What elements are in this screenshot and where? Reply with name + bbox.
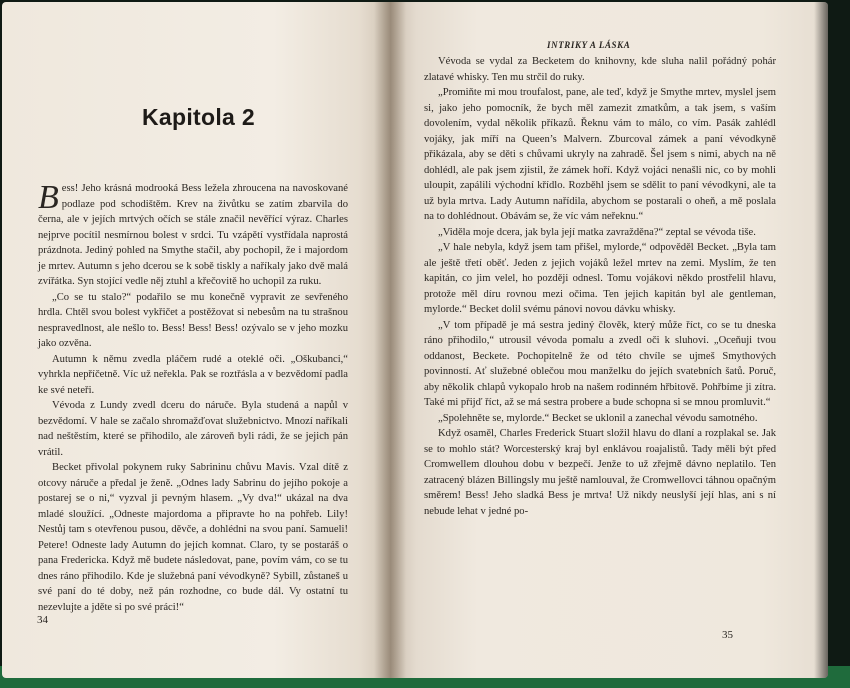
paragraph: Autumn k němu zvedla pláčem rudé a oteklé oči. „Oškubanci,“ vyhrkla nepříčetně. Víc už neřekla. Pak se roztřásla a v bezvědomí padla ke své neteři.: [38, 353, 348, 396]
paragraph: „Co se tu stalo?“ podařilo se mu konečně vypravit ze sevřeného hrdla. Chtěl svou bolest vykřičet a postěžovat si nebesům na tu strašnou nespravedlnost, ale nešlo to. Bess! Bess! Bess! ozývalo se v jeho mozku jako ozvěna.: [38, 291, 348, 349]
paragraph: Becket přivolal pokynem ruky Sabrininu chůvu Mavis. Vzal dítě z otcovy náruče a předal je ženě. „Odnes lady Sabrinu do jejího pokoje a postarej se o ni,“ vyzval ji pevným hlasem. „Vy dva!“ ukázal na dva mladé sloužící. „Odneste majordoma a připravte ho na pohřeb. Lily! Nestůj tam s otevřenou pusou, děvče, a dohlédni na svou paní. Samueli! Petere! Odneste lady Autumn do jejích komnat. Claro, ty se postaráš o pana Fredericka. Když mě budete následovat, pane, povím vám, co se tu dnes ráno přihodilo. Kde je služebná paní vévodkyně? Sybill, zůstaneš u své paní do té doby, než pán rozhodne, co bude dál. Vy ostatní tu nezevlujte a jděte si po své práci!“: [38, 462, 348, 613]
paragraph: Když osaměl, Charles Frederick Stuart složil hlavu do dlaní a rozplakal se. Jak se to mohlo stát? Worcesterský kraj byl enklávou roajalistů. Tady měli být před Cromwellem dlouhou dobu v bezpečí. Jenže to už zřejmě dávno neplatilo. Ten zatracený blázen Billingsly mu ještě namlouval, že Cromwellovci táhnou opačným směrem! Bess! Jeho sladká Bess je mrtva! Už nikdy neuslyší její hlas, ani s ní nebude lehat v jedné po-: [424, 428, 776, 517]
chapter-title: Kapitola 2: [142, 104, 255, 130]
book-gutter: [374, 2, 406, 678]
paragraph: Vévoda se vydal za Becketem do knihovny, kde sluha nalil pořádný pohár zlatavé whisky. Ten mu strčil do ruky.: [424, 56, 776, 83]
paragraph: „V hale nebyla, když jsem tam přišel, mylorde,“ odpověděl Becket. „Byla tam ale ještě třetí oběť. Jeden z jejich vojáků ležel mrtev na zemi. Myslím, že ten kapitán, co jim velel, ho později odnesl. Tomu vojákovi někdo prostřelil hlavu, protože měl díru rovnou mezi očima. Ten jejich kapitán byl ale gentleman, mylorde.“ Becket dolil svému pánovi novou dávku whisky.: [424, 242, 776, 315]
left-page: [2, 2, 390, 678]
paragraph: „Viděla moje dcera, jak byla její matka zavražděna?“ zeptal se vévoda tiše.: [438, 226, 756, 238]
right-page-text: [424, 54, 776, 519]
book-spread: [2, 2, 828, 678]
paragraph: Vévoda z Lundy zvedl dceru do náruče. Byla studená a napůl v bezvědomí. V hale se začalo shromažďovat služebnictvo. Mnozí naříkali nad neštěstím, které se přihodilo, ale zároveň byli rádi, že se jejich pán vrátil.: [38, 400, 348, 458]
paragraph: „Promiňte mi mou troufalost, pane, ale teď, když je Smythe mrtev, myslel jsem si, jako jeho pomocník, že bych měl zamezit zmatkům, a tak jsem, s vaším dovolením, vydal několik příkazů. Řeknu vám to málo, co vím. Pasák zahlédl vojáky, jak míří na Queen’s Malvern. Zburcoval zámek a paní vévodkyně přikázala, aby se děti s chůvami ukryly na zahradě. Šel jsem s nimi, abych na ně dohlédl, ale pak jsem zjistil, že zámek hoří. Když vojáci nenašli nic, co by mohli uloupit, zapálili východní křídlo. Rozběhl jsem se sdělit to paní vévodkyni, ale ta už byla mrtva. Lady Autumn nařídila, abychom se postarali o oheň, a mě poslala na to dohlédnout. Obávám se, že víc vám neřeknu.“: [424, 87, 776, 222]
page-number-right: 35: [722, 629, 733, 641]
drop-cap: B: [38, 179, 59, 216]
opening-paragraph-text: ess! Jeho krásná modrooká Bess ležela zhroucena na navoskované podlaze pod schodištěm. Krev na živůtku se zatím zbarvila do černa, ale v jejích mrtvých očích se stále značil nevěřící výraz. Charles nejprve pocítil nesmírnou bolest v srdci. Tu vzápětí vystřídala naprostá prázdnota. Jediný pohled na Smythe stačil, aby pochopil, že i majordom je mrtev. Autumn s jeho dcerou se k sobě tiskly a naříkaly jako dvě malá zvířátka. Syn stojící vedle něj ztuhl a křečovitě ho uchopil za ruku.: [38, 183, 348, 287]
paragraph: „V tom případě je má sestra jediný člověk, který může říct, co se tu dneska ráno přihodilo,“ utrousil vévoda pomalu a zvedl oči k sluhovi. „Oceňuji tvou oddanost, Beckete. Pochopitelně že od této chvíle se ujmeš Smythových povinností. Ať služebné oblečou mou manželku do jejích svatebních šatů. Poruč, aby několik chlapů vykopalo hrob na našem rodinném hřbitově. Pohřbíme ji zítra. Také mi přijď říct, až se má sestra probere a bude schopna si se mnou promluvit.“: [424, 319, 776, 408]
running-header: INTRIKY A LÁSKA: [547, 40, 631, 50]
paragraph: „Spolehněte se, mylorde.“ Becket se uklonil a zanechal vévodu samotného.: [438, 412, 758, 424]
page-number-left: 34: [37, 614, 48, 626]
left-page-text: [38, 181, 348, 615]
opening-paragraph: [38, 181, 348, 290]
right-page: [390, 2, 828, 678]
